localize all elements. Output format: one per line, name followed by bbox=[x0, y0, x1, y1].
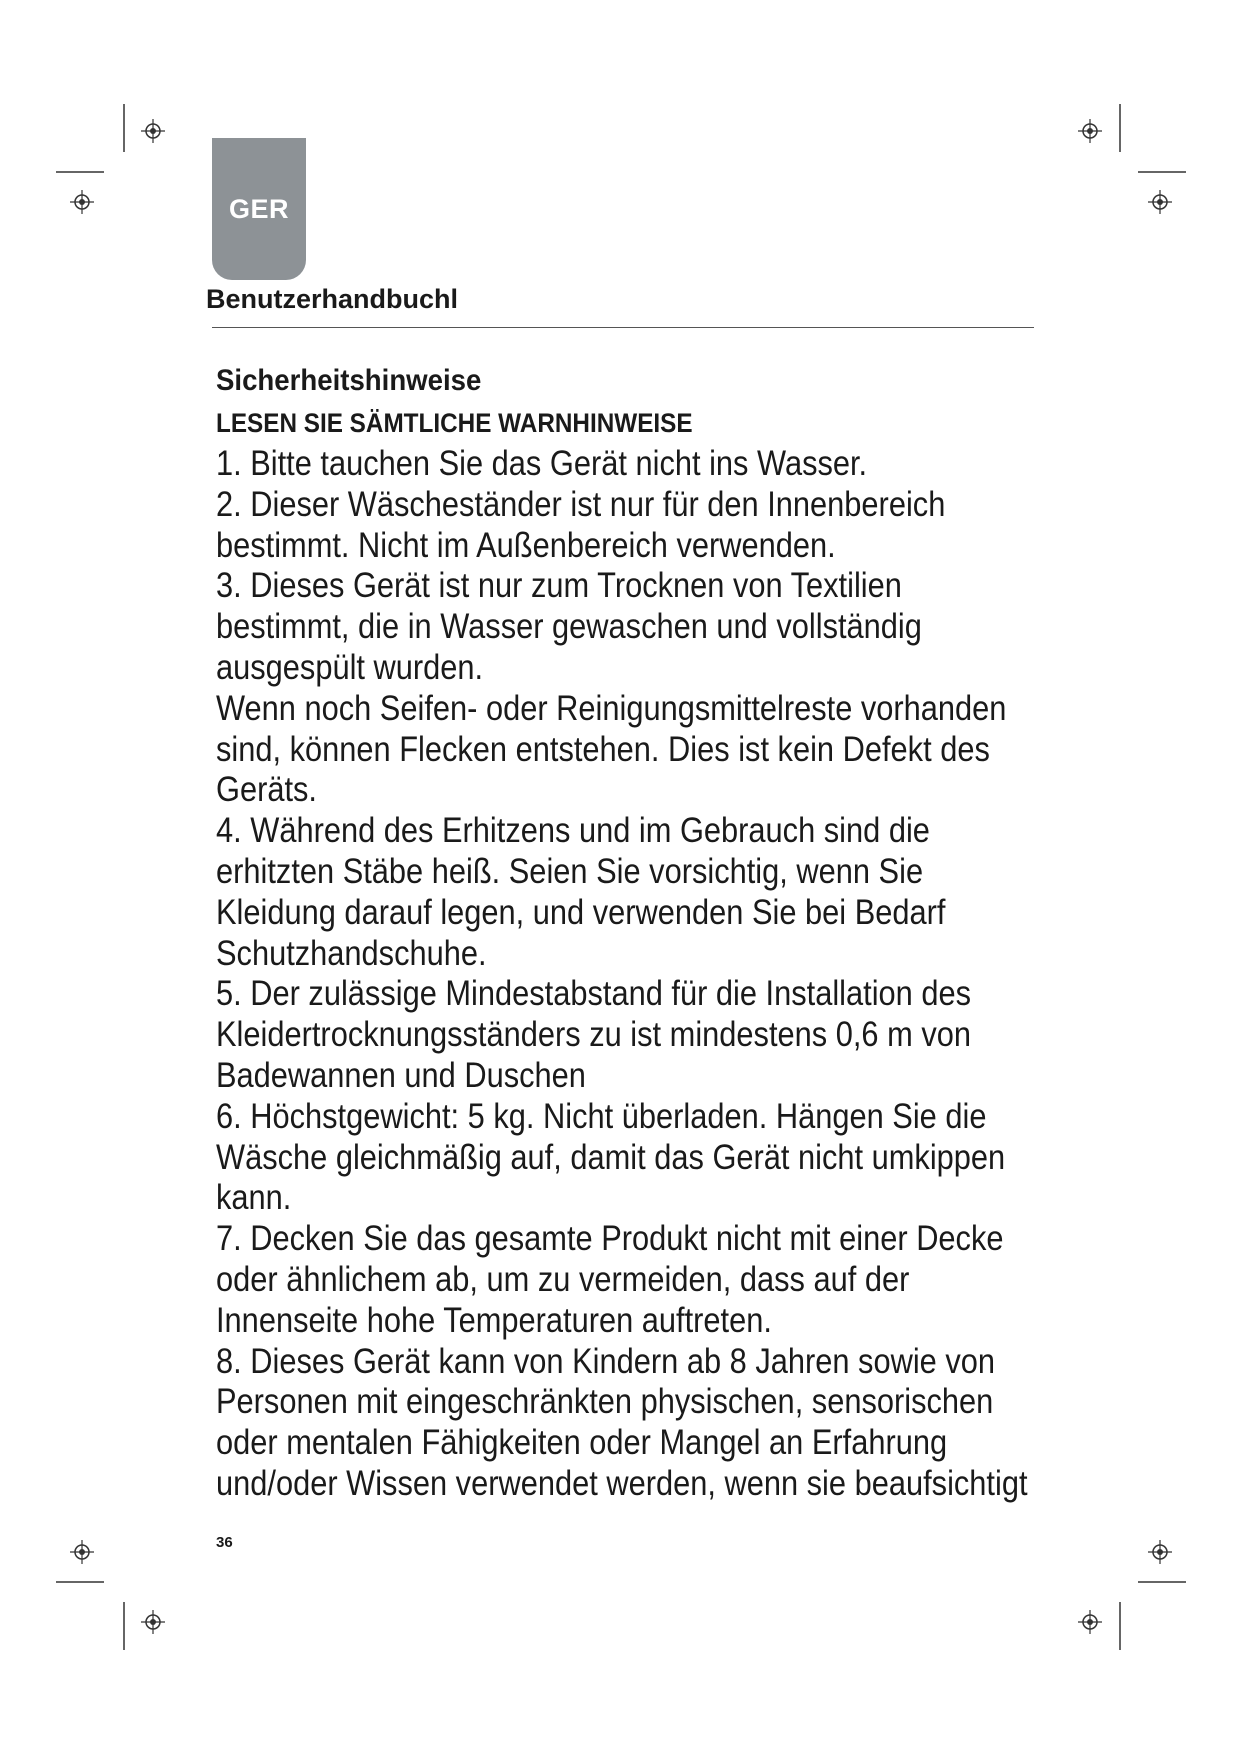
text-line: 1. Bitte tauchen Sie das Gerät nicht ins Wasser. bbox=[216, 444, 868, 483]
manual-title: Benutzerhandbuchl bbox=[206, 284, 459, 314]
page-number: 36 bbox=[216, 1534, 233, 1551]
text-line: oder mentalen Fähigkeiten oder Mangel an Erfahrung bbox=[216, 1423, 948, 1463]
text-line: kann. bbox=[216, 1178, 292, 1218]
language-tab-label: GER bbox=[228, 194, 289, 224]
registration-mark-icon bbox=[1148, 190, 1172, 214]
text-line: 5. Der zulässige Mindestabstand für die Installation des bbox=[216, 974, 972, 1014]
registration-mark-icon bbox=[141, 119, 165, 143]
text-line: oder ähnlichem ab, um zu vermeiden, dass auf der bbox=[216, 1259, 910, 1299]
registration-mark-icon bbox=[141, 1610, 165, 1634]
text-line: Innenseite hohe Temperaturen auftreten. bbox=[216, 1300, 772, 1340]
text-line: sind, können Flecken entstehen. Dies ist kein Defekt des bbox=[216, 729, 990, 769]
text-line: Wenn noch Seifen- oder Reinigungsmittelreste vorhanden bbox=[216, 688, 1007, 728]
text-line: Kleidung darauf legen, und verwenden Sie bei Bedarf bbox=[216, 892, 946, 932]
registration-mark-icon bbox=[70, 190, 94, 214]
text-line: Personen mit eingeschränkten physischen, sensorischen bbox=[216, 1382, 994, 1422]
text-line: erhitzten Stäbe heiß. Seien Sie vorsichtig, wenn Sie bbox=[216, 851, 924, 891]
registration-mark-icon bbox=[1148, 1540, 1172, 1564]
text-line: Badewannen und Duschen bbox=[216, 1055, 586, 1095]
text-line: Geräts. bbox=[216, 770, 317, 810]
text-line: Wäsche gleichmäßig auf, damit das Gerät nicht umkippen bbox=[216, 1137, 1006, 1177]
warning-heading: LESEN SIE SÄMTLICHE WARNHINWEISE bbox=[216, 408, 693, 438]
text-line: 6. Höchstgewicht: 5 kg. Nicht überladen. Hängen Sie die bbox=[216, 1096, 987, 1136]
header-divider bbox=[212, 327, 1034, 328]
text-line: und/oder Wissen verwendet werden, wenn sie beaufsichtigt bbox=[216, 1463, 1028, 1503]
text-line: 7. Decken Sie das gesamte Produkt nicht mit einer Decke bbox=[216, 1219, 1004, 1259]
text-line: 4. Während des Erhitzens und im Gebrauch sind die bbox=[216, 811, 930, 851]
text-line: bestimmt, die in Wasser gewaschen und vollständig bbox=[216, 607, 922, 647]
registration-mark-icon bbox=[1078, 119, 1102, 143]
section-title: Sicherheitshinweise bbox=[216, 364, 482, 397]
text-line: Schutzhandschuhe. bbox=[216, 933, 487, 973]
language-tab bbox=[212, 138, 306, 280]
safety-instructions-text bbox=[216, 444, 1061, 1505]
text-line: 3. Dieses Gerät ist nur zum Trocknen von Textilien bbox=[216, 566, 902, 606]
text-line: ausgespült wurden. bbox=[216, 647, 484, 687]
text-line: Kleidertrocknungsständers zu ist mindestens 0,6 m von bbox=[216, 1015, 971, 1055]
text-line: 2. Dieser Wäscheständer ist nur für den Innenbereich bbox=[216, 484, 946, 524]
registration-mark-icon bbox=[70, 1540, 94, 1564]
text-line: 8. Dieses Gerät kann von Kindern ab 8 Jahren sowie von bbox=[216, 1341, 996, 1381]
registration-mark-icon bbox=[1078, 1610, 1102, 1634]
text-line: bestimmt. Nicht im Außenbereich verwenden. bbox=[216, 525, 836, 565]
